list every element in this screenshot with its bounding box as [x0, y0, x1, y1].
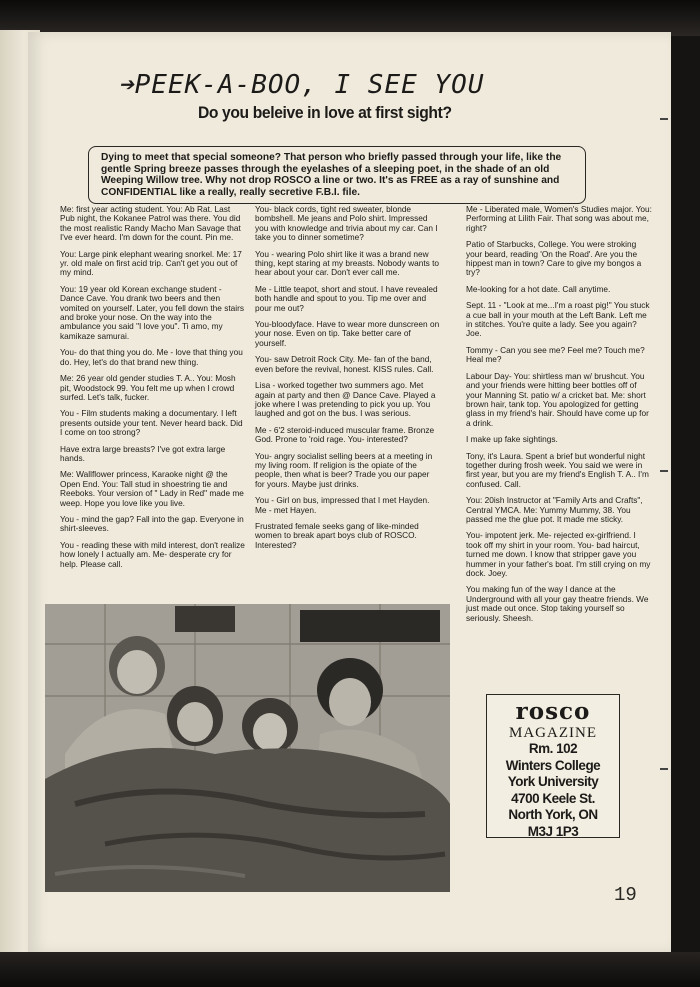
personal-ad: You: Large pink elephant wearing snorkel. Me: 17 yr. old male on first acid trip. Can't get you out of my mind. [60, 248, 242, 278]
personal-ad: Lisa - worked together two summers ago. Met again at party and then @ Dance Cave. Played a joke where I was pretending to pick you up. You laughed and got on the bus. I was serious. [255, 380, 436, 419]
group-photo [45, 604, 450, 892]
personal-ad: You making fun of the way I dance at the Underground with all your gay theatre friends. We just made out once. Stop taking yourself so seriously. Sheesh. [466, 584, 649, 623]
personal-ad: Me: first year acting student. You: Ab Rat. Last Pub night, the Kokanee Patrol was there. You did the most realistic Randy Macho Man Savage that I've ever heard. I'm down for the count. Pin me. [60, 204, 241, 243]
personal-ad: Me - Little teapot, short and stout. I have revealed both handle and spout to you. Tip me over and pour me out? [255, 283, 438, 313]
magazine-label: MAGAZINE [509, 725, 597, 741]
bleed-mark [660, 768, 668, 770]
personal-ad: Patio of Starbucks, College. You were stroking your beard, reading 'On the Road'. Are you the hippest man in town? Care to give my bongos a try? [466, 239, 642, 278]
column-2 [255, 205, 441, 557]
personal-ad: You - Girl on bus, impressed that I met Hayden. Me - met Hayen. [255, 495, 430, 515]
personal-ad: Me: Wallflower princess, Karaoke night @ the Open End. You: Tall stud in shoestring tie and Reeboks. Your version of " Lady in Red" made me weep. Hope you love like you live. [60, 469, 244, 508]
personal-ad: Frustrated female seeks gang of like-minded women to break apart boys club of ROSCO. Interested? [255, 520, 419, 550]
personal-ad: You - wearing Polo shirt like it was a brand new thing, kept staring at my breasts. Nobody wants to hear about your car. Don't ever call me. [255, 248, 440, 278]
personal-ad: Labour Day- You: shirtless man w/ brushcut. You and your friends were hitting beer bottles off of your Manning St. patio w/ a cricket bat. Me: short brown hair, tank top. You apologized for getting glass in my friend's hair. Should have come up for a drink. [466, 370, 649, 428]
personal-ad: Me - Liberated male, Women's Studies major. You: Performing at Lilith Fair. That song was about me, right? [466, 204, 652, 233]
column-1 [60, 205, 246, 576]
personal-ad: You - Film students making a documentary. I left presents outside your tent. Never heard back. Did I come on too strong? [60, 408, 243, 438]
address-line: 4700 Keele St. [511, 790, 595, 806]
address-line: York University [507, 774, 599, 789]
address-line: Rm. 102 [528, 741, 578, 756]
scan-background-top [0, 0, 700, 36]
rosco-logo: rosco [515, 698, 591, 725]
personal-ad: Have extra large breasts? I've got extra large hands. [60, 443, 226, 463]
personal-ad: Tommy - Can you see me? Feel me? Touch me? Heal me? [466, 344, 645, 365]
personal-ad: Me - 6'2 steroid-induced muscular frame. Bronze God. Prone to 'roid rage. You- interested? [255, 424, 435, 445]
personal-ad: You-bloodyface. Have to wear more dunscreen on your nose. Even on tip. Take better care of yourself. [255, 319, 440, 348]
personal-ad: Me-looking for a hot date. Call anytime. [466, 283, 611, 294]
page-subtitle: Do you beleive in love at first sight? [197, 103, 452, 122]
column-3 [466, 205, 652, 630]
personal-ad: Sept. 11 - "Look at me...I'm a roast pig!" You stuck a cue ball in your mouth at the Left Bank. Left me in stitches. You're quite a lady. See you again? Joe. [466, 300, 650, 339]
address-line: Winters College [505, 757, 601, 773]
rosco-address-box [486, 694, 620, 838]
personal-ad: You: 20ish Instructor at "Family Arts and Crafts", Central YMCA. Me: Yummy Mummy, 38. You passed me the glue pot. It made me sticky. [466, 495, 643, 524]
address-line: North York, ON [508, 807, 598, 822]
scan-background-bottom [0, 952, 700, 987]
address-line: M3J 1P3 [527, 823, 579, 839]
personal-ad: You - reading these with mild interest, don't realize how lonely I actually am. Me- desperate cry for help. Please call. [60, 539, 245, 569]
personal-ad: You- do that thing you do. Me - love that thing you do. Hey, let's do that brand new thing. [60, 347, 243, 367]
personal-ad: You: 19 year old Korean exchange student - Dance Cave. You drank two beers and then vomited on yourself. Later, you fell down the stairs and broke your nose. On the way into the ambulance you said "I love you". Ti amo, my kamikaze samurai. [60, 283, 245, 341]
bleed-mark [660, 118, 668, 120]
page-title: ➔PEEK-A-BOO, I SEE YOU [118, 70, 485, 100]
intro-box: Dying to meet that special someone? That person who briefly passed through your life, like the gentle Spring breeze passes through the eyelashes of a sleeping poet, in the shade of an old Weeping Willow tree. Why not drop ROSCO a line or two. It's as FREE as a ray of sunshine and CONFIDENTIAL like a really, really secretive F.B.I. file. [88, 146, 586, 204]
bleed-mark [660, 470, 668, 472]
personal-ad: You - mind the gap? Fall into the gap. Everyone in shirt-sleeves. [60, 513, 244, 534]
personal-ad: Tony, it's Laura. Spent a brief but wonderful night together during frosh week. You said we were in first year, but you are my friend's English T. A.. I'm confused. Call. [466, 450, 649, 489]
page-number: 19 [614, 884, 637, 906]
personal-ad: You- black cords, tight red sweater, blonde bombshell. Me jeans and Polo shirt. Impressed you with knowledge and trivia about my car. Can I take you to dinner sometime? [255, 204, 438, 243]
personal-ad: You- saw Detroit Rock City. Me- fan of the band, even before the revival, honest. KISS rules. Call. [255, 354, 434, 374]
personal-ad: Me: 26 year old gender studies T. A.. You: Mosh pit, Woodstock 99. You felt me up when I crowd surfed. Let's talk, fucker. [60, 373, 236, 402]
personal-ad: I make up fake sightings. [466, 434, 558, 445]
personal-ad: You- impotent jerk. Me- rejected ex-girlfriend. I took off my shirt in your room. You- bad haircut, turned me down. I know that stripper gave you hummer in your father's boat. I'm still crying on my dock. Joey. [466, 530, 651, 578]
personal-ad: You- angry socialist selling beers at a meeting in my living room. If religion is the opiate of the people, then what is beer? Trade you our paper for yours. Maybe just drinks. [255, 450, 433, 489]
